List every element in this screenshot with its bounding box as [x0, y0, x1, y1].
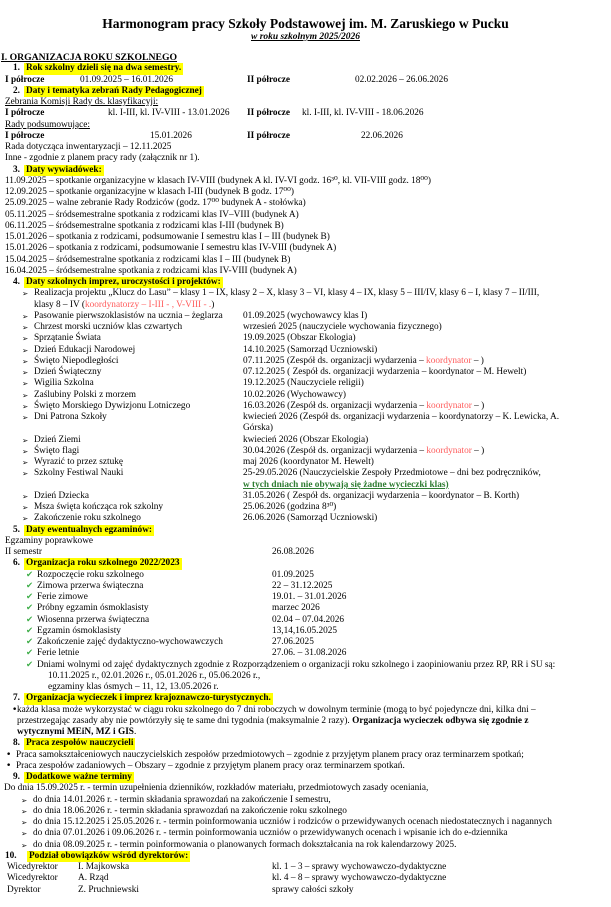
- heading-4-title: Daty szkolnych imprez, uroczystości i projektów:: [26, 277, 221, 287]
- semester-1-label: I półrocze: [5, 74, 45, 85]
- event-desc-tail: – ): [471, 400, 485, 411]
- event-item: [0, 491, 611, 502]
- heading-5-number: 5.: [13, 524, 20, 535]
- free-days-dates-2: [0, 682, 611, 693]
- event-item: [0, 412, 611, 423]
- semester-1-dates: 01.09.2025 – 16.01.2026: [80, 74, 173, 85]
- check-icon: ✔: [26, 592, 34, 602]
- wywiadowka-line: 15.01.2026 – spotkania z rodzicami, podsumowanie I semestru klas IV-VIII (budynek A): [5, 243, 337, 254]
- free-days-intro: [0, 660, 611, 671]
- event-desc-text: 30.04.2026 (Zespół ds. organizacji wydarzenia –: [243, 445, 427, 456]
- arrow-bullet-icon: ➢: [22, 413, 29, 422]
- event-desc: [243, 356, 484, 367]
- event-desc-tail: – ): [471, 445, 485, 456]
- event-desc: [243, 502, 336, 513]
- event-desc-text: 07.12.2025 ( Zespół ds. organizacji wydarzenia – koordynator – M. Hewelt): [243, 367, 527, 377]
- deadline-item: [0, 840, 611, 851]
- heading-10-number: 10.: [5, 850, 17, 861]
- inne-line: Inne - zgodnie z planem pracy rady (załącznik nr 1).: [5, 153, 200, 164]
- rady-sem1-value: 15.01.2026: [150, 130, 192, 141]
- event-item: [0, 390, 611, 401]
- event-desc-continuation: [0, 480, 611, 491]
- arrow-bullet-icon: ➢: [21, 840, 28, 850]
- calendar-label: Ferie letnie: [37, 648, 80, 659]
- event-item: [0, 446, 611, 457]
- event-desc: [243, 345, 377, 356]
- event-desc: [243, 468, 541, 479]
- heading-7-title: Organizacja wycieczek i imprez krajoznawczo-turystycznych.: [26, 693, 271, 704]
- heading-9: [0, 772, 611, 783]
- director-name: A. Rząd: [78, 873, 109, 884]
- event-item: [0, 356, 611, 367]
- event-label: Dzień Świąteczny: [34, 367, 102, 377]
- event-coordinator-red: koordynator: [426, 400, 472, 411]
- calendar-item: [0, 626, 611, 637]
- heading-6-number: 6.: [13, 558, 20, 569]
- free-days-dates-text: 10.11.2025 r., 02.01.2026 r., 05.01.2026 r., 05.06.2026 r.,: [48, 670, 261, 681]
- deadlines-intro: Do dnia 15.09.2025 r. - termin uzupełnienia dzienników, rozkładów materiału, przedmiotowych zasady oceniania,: [4, 783, 429, 794]
- klasyfikacja-sem1-label: I półrocze: [5, 108, 45, 119]
- arrow-bullet-icon: ➢: [22, 323, 29, 332]
- event-desc: [243, 322, 442, 333]
- trips-paragraph-line-2: [0, 716, 611, 727]
- arrow-bullet-icon: ➢: [21, 806, 28, 816]
- arrow-bullet-icon: ➢: [22, 503, 29, 512]
- event-item: [0, 345, 611, 356]
- event-item: [0, 378, 611, 389]
- event-label: Dzień Edukacji Narodowej: [34, 344, 136, 355]
- event-desc: [243, 401, 484, 412]
- director-row: [0, 862, 611, 873]
- heading-3: [0, 165, 611, 176]
- heading-9-number: 9.: [13, 772, 20, 782]
- bullet-icon: •: [12, 704, 18, 715]
- director-duty: kl. 4 – 8 – sprawy wychowawczo-dydaktyczne: [272, 873, 447, 884]
- director-duty: sprawy całości szkoły: [272, 884, 354, 895]
- heading-9-title: Dodatkowe ważne terminy: [26, 772, 132, 782]
- event-desc-tail: – ): [471, 355, 484, 366]
- deadline-item: [0, 828, 611, 839]
- trips-text-3: [17, 727, 136, 738]
- check-icon: ✔: [26, 637, 34, 647]
- heading-6-title: Organizacja roku szkolnego 2022/2023: [26, 558, 180, 569]
- event-label: Wyrazić to przez sztukę: [34, 457, 124, 467]
- event-desc-text: 25-29.05.2026 (Nauczycielskie Zespoły Przedmiotowe – dni bez podręczników,: [243, 468, 541, 479]
- calendar-item: [0, 603, 611, 614]
- deadline-item: [0, 817, 611, 828]
- heading-2: [0, 86, 611, 97]
- event-item: [0, 333, 611, 344]
- event-label: Chrzest morski uczniów klas czwartych: [34, 322, 183, 332]
- event-desc: [243, 435, 368, 446]
- wywiadowka-line: 05.11.2025 – śródsemestralne spotkania z rodzicami klas IV–VIII (budynek A): [5, 209, 299, 220]
- arrow-bullet-icon: ➢: [22, 379, 29, 389]
- event-label: Msza święta kończąca rok szkolny: [34, 502, 164, 512]
- event-desc-text: 19.12.2025 (Nauczyciele religii): [243, 378, 364, 389]
- event-label: Dzień Dziecka: [34, 490, 89, 501]
- event-item: [0, 468, 611, 479]
- wywiadowka-line: 11.09.2025 – spotkanie organizacyjne w klasach IV-VIII (budynek A kl. IV-VI godz. 16³⁰, kl. VII-VIII godz. 18⁰⁰): [5, 175, 431, 186]
- director-role: Wicedyrektor: [7, 873, 58, 884]
- arrow-bullet-icon: ➢: [22, 334, 29, 344]
- calendar-label: Egzamin ósmoklasisty: [37, 625, 121, 636]
- heading-5: [0, 525, 611, 536]
- arrow-bullet-icon: ➢: [22, 390, 29, 400]
- document-title: Harmonogram pracy Szkoły Podstawowej im. M. Zaruskiego w Pucku: [102, 16, 509, 31]
- trips-text-1: każda klasa może wykorzystać w ciągu roku szkolnego do 7 dni roboczych w dowolnym terminie (mogą to być pojedyncze dni, kilka dni –: [17, 704, 536, 715]
- wywiadowka-line: 12.09.2025 – spotkanie organizacyjne w klasach I-III (budynek B godz. 17⁰⁰): [5, 187, 294, 197]
- event-desc: [243, 390, 346, 401]
- event-desc-line2: Górska): [243, 423, 273, 434]
- deadline-text: do dnia 08.09.2025 r. - termin poinformowania o planowanych formach dokształcania na rok kalendarzowy 2025.: [33, 839, 457, 850]
- wywiadowka-line: 15.01.2026 – spotkania z rodzicami, podsumowanie I semestru klas I – III (budynek B): [5, 232, 330, 242]
- event-desc-text: 16.03.2026 (Zespół ds. organizacji wydarzenia –: [243, 400, 427, 411]
- event-desc: [243, 457, 374, 468]
- teams-bullet-2: [0, 761, 611, 772]
- trips-text-2-bold: Organizacja wycieczek odbywa się zgodnie z: [352, 715, 529, 726]
- trips-text-2: [17, 716, 528, 727]
- deadline-text: do dnia 18.06.2026 r. - termin składania sprawozdań na zakończenie roku szkolnego: [33, 805, 347, 816]
- heading-4: [0, 277, 611, 288]
- calendar-date: 01.09.2025: [272, 569, 314, 580]
- event-coordinator-red: koordynator: [426, 355, 472, 366]
- arrow-bullet-icon: ➢: [22, 514, 29, 524]
- project-text-2: [34, 300, 214, 311]
- event-coordinator-red: koordynator: [426, 445, 472, 456]
- deadline-item: [0, 806, 611, 817]
- no-trips-note-green: w tych dniach nie obywają się żadne wycieczki klas): [243, 479, 449, 490]
- event-desc: [243, 446, 484, 457]
- calendar-date: marzec 2026: [272, 603, 320, 614]
- heading-8: [0, 738, 611, 749]
- director-row: [0, 873, 611, 884]
- bullet-icon: •: [6, 749, 12, 760]
- heading-2-number: 2.: [13, 85, 20, 96]
- director-name: I. Majkowska: [78, 862, 130, 872]
- check-icon: ✔: [26, 569, 34, 580]
- wywiadowka-line: 06.11.2025 – śródsemestralne spotkania z rodzicami klas I-III (budynek B): [5, 220, 284, 231]
- event-desc: [243, 367, 526, 378]
- semester-2-dates: 02.02.2026 – 26.06.2026: [355, 74, 448, 85]
- event-desc-text: 01.09.2025 (wychowawcy klas I): [243, 310, 368, 321]
- event-desc-text: 25.06.2026 (godzina 8³⁰): [243, 502, 337, 512]
- free-days-exams-text: egzaminy klas ósmych – 11, 12, 13.05.2026 r.: [48, 682, 219, 692]
- calendar-date: 19.01. – 31.01.2026: [272, 592, 347, 602]
- arrow-bullet-icon: ➢: [22, 311, 29, 321]
- check-icon: ✔: [26, 648, 34, 659]
- arrow-bullet-icon: ➢: [22, 469, 29, 479]
- heading-1: [0, 63, 611, 74]
- calendar-item: [0, 592, 611, 603]
- event-desc-text: 26.06.2026 (Samorząd Uczniowski): [243, 513, 378, 524]
- arrow-bullet-icon: ➢: [22, 289, 29, 299]
- director-role: Dyrektor: [7, 884, 41, 895]
- calendar-label: Zimowa przerwa świąteczna: [37, 580, 144, 591]
- event-item: [0, 401, 611, 412]
- trips-text-2-normal: przestrzegając zasady aby nie powtórzyły się te same dni tygodnia (maksymalnie 2 razy).: [17, 715, 353, 726]
- heading-4-number: 4.: [13, 277, 20, 287]
- arrow-bullet-icon: ➢: [22, 458, 29, 467]
- arrow-bullet-icon: ➢: [21, 795, 28, 805]
- check-icon: ✔: [26, 614, 34, 625]
- trips-paragraph-line-1: [0, 705, 611, 716]
- klasyfikacja-sem2-label: II półrocze: [247, 108, 290, 119]
- heading-6: [0, 558, 611, 569]
- calendar-date: 13,14,16.05.2025: [272, 625, 338, 636]
- event-label: Szkolny Festiwal Nauki: [34, 468, 124, 479]
- event-desc-text: maj 2026 (koordynator M. Hewelt): [243, 457, 374, 467]
- event-desc-text: 07.11.2025 (Zespół ds. organizacji wydarzenia –: [243, 355, 427, 366]
- event-label: Święto flagi: [34, 445, 80, 456]
- heading-10-title: Podział obowiązków wśród dyrektorów:: [29, 850, 189, 861]
- heading-8-title: Praca zespołów nauczycieli: [26, 738, 134, 749]
- event-desc: [243, 412, 559, 423]
- calendar-label: Ferie zimowe: [37, 592, 88, 602]
- heading-1-title: Rok szkolny dzieli się na dwa semestry.: [26, 63, 182, 74]
- deadline-item: [0, 795, 611, 806]
- event-label: Zaślubiny Polski z morzem: [34, 389, 136, 400]
- event-desc-continuation: [0, 423, 611, 434]
- event-label: Sprzątanie Świata: [34, 333, 101, 344]
- event-label: Święto Niepodległości: [34, 355, 119, 366]
- event-desc-text: 10.02.2026 (Wychowawcy): [243, 389, 346, 400]
- event-item: [0, 311, 611, 322]
- project-text-1: Realizacja projektu „Klucz do Lasu” – klasy 1 – IX, klasy 2 – X, klasy 3 – VI, klasy 4 – IX, klasy 5 – III/IV, klasy 6 – I, klasy 7 – II/III,: [34, 288, 540, 299]
- event-label: Dni Patrona Szkoły: [34, 412, 107, 422]
- event-desc: [243, 311, 367, 322]
- event-desc-text: 19.09.2025 (Obszar Ekologia): [243, 333, 356, 344]
- semestr-2-date: 26.08.2026: [272, 547, 314, 557]
- calendar-item: [0, 615, 611, 626]
- project-line-2: [0, 300, 611, 311]
- calendar-item: [0, 648, 611, 659]
- rady-sem2-value: 22.06.2026: [361, 130, 403, 141]
- teams-bullet-2-text: Praca zespołów zadaniowych – Obszary – zgodnie z przyjętym planem pracy oraz terminarzem spotkań.: [16, 760, 405, 771]
- free-days-intro-text: Dniami wolnymi od zajęć dydaktycznych zgodnie z Rozporządzeniem o organizacji roku szkolnego i zaopiniowaniu przez RP, RR i SU są:: [37, 659, 556, 670]
- event-desc: [243, 491, 519, 502]
- wywiadowka-line: 15.04.2025 – śródsemestralne spotkania z rodzicami klas I – III (budynek B): [5, 254, 291, 265]
- event-item: [0, 435, 611, 446]
- event-desc-text: 31.05.2026 ( Zespół ds. organizacji wydarzenia – koordynator – B. Korth): [243, 490, 520, 501]
- heading-8-number: 8.: [13, 738, 20, 749]
- heading-1-number: 1.: [13, 63, 20, 74]
- semester-2-label: II półrocze: [247, 74, 290, 85]
- heading-7-number: 7.: [13, 693, 20, 704]
- calendar-label: Próbny egzamin ósmoklasisty: [37, 603, 149, 614]
- egzaminy-poprawkowe-line: Egzaminy poprawkowe: [5, 535, 94, 546]
- heading-2-title: Daty i tematyka zebrań Rady Pedagogicznej: [26, 85, 202, 96]
- event-desc-text: 14.10.2025 (Samorząd Uczniowski): [243, 344, 378, 355]
- deadline-text: do dnia 14.01.2026 r. - termin składania sprawozdań na zakończenie I semestru,: [33, 794, 331, 805]
- calendar-date: 27.06.2025: [272, 637, 314, 647]
- rada-inwentaryzacja-line: Rada dotycząca inwentaryzacji – 12.11.2025: [5, 142, 172, 152]
- free-days-dates-1: [0, 671, 611, 682]
- deadline-text: do dnia 07.01.2026 i 09.06.2026 r. - termin poinformowania uczniów o przewidywanych ocenach i wpisanie ich do e-dziennika: [33, 828, 508, 839]
- heading-7: [0, 693, 611, 704]
- calendar-item: [0, 637, 611, 648]
- event-desc-text: kwiecień 2026 (Zespół ds. organizacji wydarzenia – koordynatorzy – K. Lewicka, A.: [243, 412, 560, 422]
- check-icon: ✔: [26, 625, 34, 636]
- rady-sem1-label: I półrocze: [5, 130, 45, 141]
- event-item: [0, 457, 611, 468]
- heading-3-title: Daty wywiadówek:: [26, 164, 102, 175]
- calendar-date: 02.04 – 07.04.2026: [272, 614, 345, 625]
- heading-3-number: 3.: [13, 164, 20, 175]
- klasyfikacja-sem2-value: kl. I-III, kl. IV-VIII - 18.06.2026: [302, 108, 424, 119]
- arrow-bullet-icon: ➢: [22, 368, 29, 377]
- heading-5-title: Daty ewentualnych egzaminów:: [26, 524, 153, 535]
- calendar-date: 27.06. – 31.08.2026: [272, 648, 347, 659]
- event-label: Wigilia Szkolna: [34, 378, 94, 389]
- event-label: Dzień Ziemi: [34, 434, 81, 445]
- calendar-date: 22 – 31.12.2025: [272, 580, 333, 591]
- director-role: Wicedyrektor: [7, 862, 58, 872]
- teams-bullet-1-text: Praca samokształceniowych nauczycielskich zespołów przedmiotowych – zgodnie z przyjętym planem pracy oraz terminarzem spotkań;: [16, 749, 524, 760]
- calendar-item: [0, 570, 611, 581]
- arrow-bullet-icon: ➢: [22, 435, 29, 445]
- rady-subheading: Rady podsumowujące:: [5, 119, 90, 130]
- wywiadowka-line: 25.09.2025 – walne zebranie Rady Rodziców (godz. 17⁰⁰ budynek A - stołówka): [5, 198, 306, 209]
- teams-bullet-1: [0, 750, 611, 761]
- wywiadowka-line: 16.04.2025 – śródsemestralne spotkania z rodzicami klas IV-VIII (budynek A): [5, 265, 297, 276]
- event-desc-text: wrzesień 2025 (nauczyciele wychowania fizycznego): [243, 322, 442, 332]
- trips-paragraph-line-3: [0, 727, 611, 738]
- event-label: Zakończenie roku szkolnego: [34, 513, 141, 524]
- rady-row: [0, 131, 611, 142]
- event-item: [0, 502, 611, 513]
- arrow-bullet-icon: ➢: [22, 356, 29, 366]
- event-label: Pasowanie pierwszoklasistów na ucznia – żeglarza: [34, 310, 223, 321]
- arrow-bullet-icon: ➢: [21, 829, 28, 839]
- document-subtitle: w roku szkolnym 2025/2026: [250, 32, 360, 42]
- arrow-bullet-icon: ➢: [22, 491, 29, 501]
- bullet-icon: •: [6, 760, 12, 771]
- calendar-label: Rozpoczęcie roku szkolnego: [37, 569, 144, 580]
- semester-row-1: [0, 75, 611, 86]
- check-icon: ✔: [26, 580, 34, 591]
- section-heading-organizacja: I. ORGANIZACJA ROKU SZKOLNEGO: [1, 52, 178, 63]
- arrow-bullet-icon: ➢: [22, 345, 29, 355]
- director-name: Z. Pruchniewski: [78, 884, 139, 895]
- klasyfikacja-sem1-value: kl. I-III, kl. IV-VIII - 13.01.2026: [108, 108, 230, 119]
- semestr-2-egzamin-row: [0, 547, 611, 558]
- calendar-label: Zakończenie zajęć dydaktyczno-wychowawczych: [37, 637, 223, 647]
- arrow-bullet-icon: ➢: [22, 446, 29, 456]
- zebrania-subheading: Zebrania Komisji Rady ds. klasyfikacyji:: [5, 97, 159, 107]
- project-text-2-post: ): [211, 299, 215, 310]
- director-row: [0, 885, 611, 896]
- event-item: [0, 513, 611, 524]
- semestr-2-label: II semestr: [5, 547, 42, 557]
- event-desc: [243, 333, 356, 344]
- project-coordinators-red: koordynatorzy – I-III - , V-VIII - .: [84, 299, 212, 310]
- calendar-label: Wiosenna przerwa świąteczna: [37, 614, 150, 625]
- event-label: Święto Morskiego Dywizjonu Lotniczego: [34, 400, 191, 411]
- klasyfikacja-row: [0, 108, 611, 119]
- arrow-bullet-icon: ➢: [21, 818, 28, 827]
- event-item: [0, 322, 611, 333]
- rady-sem2-label: II półrocze: [247, 130, 290, 141]
- trips-text-3-tail: .: [133, 727, 137, 737]
- heading-10: [0, 851, 611, 862]
- deadline-text: do dnia 15.12.2025 i 25.05.2026 r. - termin poinformowania uczniów i rodziców o przewidywanych ocenach niedostatecznych i nagannych: [33, 817, 552, 827]
- event-item: [0, 367, 611, 378]
- project-line-1: [0, 288, 611, 299]
- calendar-item: [0, 581, 611, 592]
- event-desc-text: kwiecień 2026 (Obszar Ekologia): [243, 434, 369, 445]
- director-duty: kl. 1 – 3 – sprawy wychowawczo-dydaktyczne: [272, 862, 447, 872]
- arrow-bullet-icon: ➢: [22, 401, 29, 411]
- project-text-2-pre: klasy 8 – IV (: [34, 299, 85, 310]
- check-icon: ✔: [26, 603, 34, 614]
- check-icon: ✔: [26, 659, 34, 670]
- event-desc: [243, 513, 377, 524]
- event-desc: [243, 378, 364, 389]
- trips-text-3-bold: wytycznymi MEiN, MZ i GIS: [17, 727, 134, 737]
